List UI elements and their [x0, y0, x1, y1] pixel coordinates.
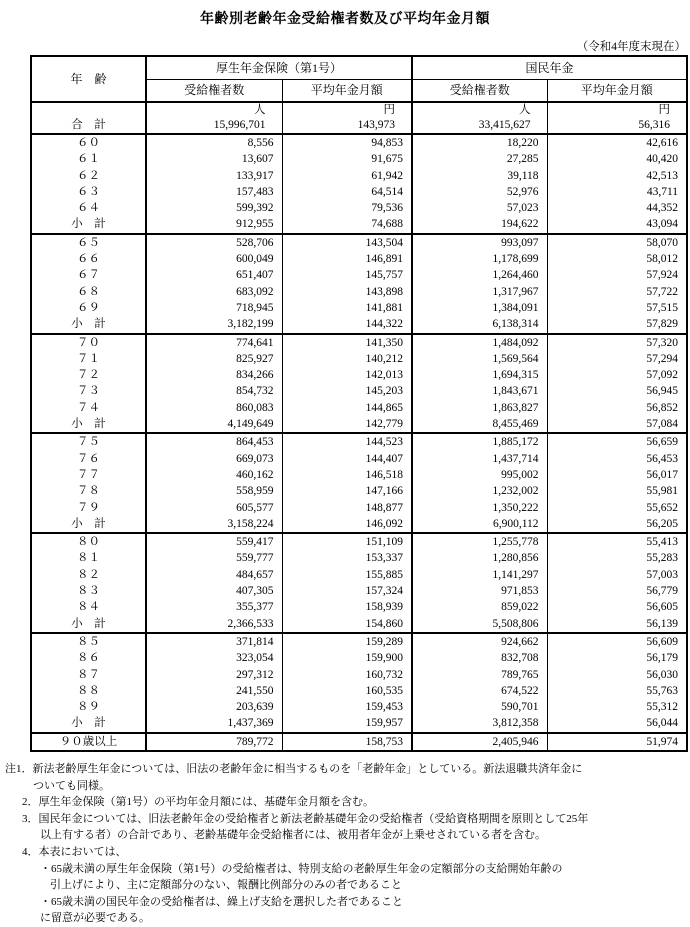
value-cell: 94,853	[282, 134, 412, 151]
value-cell: 159,453	[282, 699, 412, 715]
age-cell: ８９	[31, 699, 146, 715]
value-cell: 154,860	[282, 616, 412, 633]
value-cell: 57,084	[547, 416, 687, 433]
value-cell: 355,377	[146, 599, 282, 615]
value-cell: 13,607	[146, 151, 282, 167]
value-cell: 133,917	[146, 168, 282, 184]
header-row-groups	[31, 56, 687, 80]
age-cell: ７４	[31, 400, 146, 416]
table-row	[31, 650, 687, 666]
value-cell: 789,765	[412, 667, 547, 683]
age-cell: ６８	[31, 284, 146, 300]
footnote-line: 注1．新法老齢厚生年金については、旧法の老齢年金に相当するものを「老齢年金」としている。新法退職共済年金に	[5, 762, 583, 775]
value-cell: 56,659	[547, 433, 687, 450]
age-cell: ７８	[31, 483, 146, 499]
value-cell	[282, 102, 412, 134]
value-cell: 51,974	[547, 733, 687, 751]
value-cell: 151,109	[282, 533, 412, 550]
table-row	[31, 683, 687, 699]
age-cell: 小 計	[31, 216, 146, 233]
value-cell: 157,483	[146, 184, 282, 200]
age-cell: ６４	[31, 200, 146, 216]
footnote-line: ついても同様。	[33, 779, 110, 792]
value-cell: 528,706	[146, 234, 282, 251]
total-value: 33,415,627	[478, 119, 531, 131]
age-section	[31, 733, 687, 751]
table-row	[31, 467, 687, 483]
value-cell: 56,179	[547, 650, 687, 666]
age-cell: ６２	[31, 168, 146, 184]
value-cell: 145,203	[282, 383, 412, 399]
table-row	[31, 699, 687, 715]
value-cell: 159,289	[282, 633, 412, 650]
age-cell: ８２	[31, 567, 146, 583]
age-cell: 小 計	[31, 416, 146, 433]
value-cell: 1,178,699	[412, 251, 547, 267]
value-cell: 371,814	[146, 633, 282, 650]
value-cell: 558,959	[146, 483, 282, 499]
table-row	[31, 567, 687, 583]
value-cell: 56,139	[547, 616, 687, 633]
value-cell: 6,138,314	[412, 316, 547, 333]
value-cell: 789,772	[146, 733, 282, 751]
age-cell: ７２	[31, 367, 146, 383]
value-cell: 143,898	[282, 284, 412, 300]
unit-label: 人	[254, 104, 266, 116]
age-cell: ６５	[31, 234, 146, 251]
total-value: 143,973	[357, 119, 396, 131]
value-cell: 651,407	[146, 267, 282, 283]
value-cell	[547, 102, 687, 134]
value-cell: 58,012	[547, 251, 687, 267]
value-cell: 142,013	[282, 367, 412, 383]
value-cell: 40,420	[547, 151, 687, 167]
value-cell: 1,232,002	[412, 483, 547, 499]
value-cell: 58,070	[547, 234, 687, 251]
subtotal-row	[31, 715, 687, 732]
table-row	[31, 234, 687, 251]
table-header	[31, 56, 687, 102]
value-cell: 44,352	[547, 200, 687, 216]
footnote-line: に留意が必要である。	[40, 912, 150, 925]
value-cell: 460,162	[146, 467, 282, 483]
age-cell: ６０	[31, 134, 146, 151]
table-row	[31, 633, 687, 650]
value-cell: 323,054	[146, 650, 282, 666]
header-avg-kosei: 平均年金月額	[282, 80, 412, 103]
table-row	[31, 550, 687, 566]
table-row	[31, 451, 687, 467]
value-cell: 18,220	[412, 134, 547, 151]
age-cell: ６３	[31, 184, 146, 200]
value-cell: 924,662	[412, 633, 547, 650]
value-cell: 860,083	[146, 400, 282, 416]
table-row	[31, 667, 687, 683]
value-cell: 57,722	[547, 284, 687, 300]
footnotes	[0, 761, 690, 927]
age-cell: ７３	[31, 383, 146, 399]
value-cell: 147,166	[282, 483, 412, 499]
value-cell: 64,514	[282, 184, 412, 200]
value-cell: 1,863,827	[412, 400, 547, 416]
value-cell: 55,283	[547, 550, 687, 566]
age-cell: ８６	[31, 650, 146, 666]
footnote-line: ・65歳未満の国民年金の受給権者は、繰上げ支給を選択した者であること	[40, 895, 403, 908]
value-cell: 158,939	[282, 599, 412, 615]
table-row	[31, 533, 687, 550]
age-section	[31, 633, 687, 733]
table-row	[31, 151, 687, 167]
value-cell: 297,312	[146, 667, 282, 683]
value-cell: 141,881	[282, 300, 412, 316]
footnote-line: 引上げにより、主に定額部分のない、報酬比例部分のみの者であること	[50, 879, 402, 892]
value-cell: 5,508,806	[412, 616, 547, 633]
value-cell: 834,266	[146, 367, 282, 383]
value-cell: 57,829	[547, 316, 687, 333]
age-cell: ７９	[31, 500, 146, 516]
age-section	[31, 134, 687, 234]
value-cell: 3,182,199	[146, 316, 282, 333]
value-cell: 146,518	[282, 467, 412, 483]
total-section	[31, 102, 687, 134]
value-cell: 56,205	[547, 516, 687, 533]
value-cell: 484,657	[146, 567, 282, 583]
value-cell: 912,955	[146, 216, 282, 233]
page-title: 年齢別老齢年金受給権者数及び平均年金月額	[200, 10, 490, 26]
age-cell: ６１	[31, 151, 146, 167]
value-cell: 559,417	[146, 533, 282, 550]
age-cell: ８０	[31, 533, 146, 550]
value-cell: 158,753	[282, 733, 412, 751]
header-beneficiaries-kosei: 受給権者数	[146, 80, 282, 103]
value-cell: 159,900	[282, 650, 412, 666]
header-avg-kokumin: 平均年金月額	[547, 80, 687, 103]
age-cell: ８４	[31, 599, 146, 615]
table-row	[31, 599, 687, 615]
value-cell: 148,877	[282, 500, 412, 516]
value-cell: 600,049	[146, 251, 282, 267]
value-cell: 3,812,358	[412, 715, 547, 732]
age-cell: ８３	[31, 583, 146, 599]
value-cell: 144,523	[282, 433, 412, 450]
value-cell: 55,763	[547, 683, 687, 699]
age-section	[31, 234, 687, 334]
value-cell: 241,550	[146, 683, 282, 699]
age-cell: ７１	[31, 351, 146, 367]
value-cell: 1,384,091	[412, 300, 547, 316]
value-cell: 2,405,946	[412, 733, 547, 751]
value-cell: 55,981	[547, 483, 687, 499]
value-cell: 1,885,172	[412, 433, 547, 450]
table-row	[31, 433, 687, 450]
value-cell: 56,945	[547, 383, 687, 399]
value-cell: 995,002	[412, 467, 547, 483]
age-cell: ８１	[31, 550, 146, 566]
value-cell: 74,688	[282, 216, 412, 233]
value-cell: 159,957	[282, 715, 412, 732]
value-cell: 144,407	[282, 451, 412, 467]
value-cell: 590,701	[412, 699, 547, 715]
table-row	[31, 168, 687, 184]
value-cell: 407,305	[146, 583, 282, 599]
age-cell: ７５	[31, 433, 146, 450]
table-row	[31, 334, 687, 351]
value-cell: 55,312	[547, 699, 687, 715]
table-row	[31, 251, 687, 267]
value-cell: 1,569,564	[412, 351, 547, 367]
value-cell: 143,504	[282, 234, 412, 251]
value-cell: 971,853	[412, 583, 547, 599]
value-cell: 56,453	[547, 451, 687, 467]
value-cell: 3,158,224	[146, 516, 282, 533]
value-cell: 57,023	[412, 200, 547, 216]
value-cell: 61,942	[282, 168, 412, 184]
age-cell: 小 計	[31, 715, 146, 732]
value-cell: 2,366,533	[146, 616, 282, 633]
value-cell: 1,694,315	[412, 367, 547, 383]
subtotal-row	[31, 516, 687, 533]
table-row	[31, 367, 687, 383]
subtotal-row	[31, 216, 687, 233]
pension-table	[30, 55, 688, 752]
value-cell: 91,675	[282, 151, 412, 167]
value-cell: 144,865	[282, 400, 412, 416]
value-cell: 56,605	[547, 599, 687, 615]
value-cell: 203,639	[146, 699, 282, 715]
age-cell: ６９	[31, 300, 146, 316]
value-cell: 57,515	[547, 300, 687, 316]
value-cell: 993,097	[412, 234, 547, 251]
total-value: 15,996,701	[213, 119, 266, 131]
value-cell: 864,453	[146, 433, 282, 450]
value-cell: 43,711	[547, 184, 687, 200]
subtotal-row	[31, 416, 687, 433]
value-cell	[146, 102, 282, 134]
value-cell: 42,513	[547, 168, 687, 184]
value-cell: 1,437,714	[412, 451, 547, 467]
value-cell: 669,073	[146, 451, 282, 467]
value-cell: 56,030	[547, 667, 687, 683]
value-cell: 1,484,092	[412, 334, 547, 351]
unit-spacer	[32, 103, 145, 117]
value-cell: 1,255,778	[412, 533, 547, 550]
value-cell: 57,003	[547, 567, 687, 583]
table-row	[31, 184, 687, 200]
value-cell: 774,641	[146, 334, 282, 351]
age-cell: ８８	[31, 683, 146, 699]
value-cell: 56,609	[547, 633, 687, 650]
age-cell: ６６	[31, 251, 146, 267]
table-row	[31, 300, 687, 316]
value-cell: 1,843,671	[412, 383, 547, 399]
table-row	[31, 200, 687, 216]
value-cell: 1,350,222	[412, 500, 547, 516]
value-cell: 140,212	[282, 351, 412, 367]
age-section	[31, 334, 687, 434]
age-cell: ６７	[31, 267, 146, 283]
value-cell: 52,976	[412, 184, 547, 200]
age-cell: ９０歳以上	[31, 733, 146, 751]
as-of-date: （令和4年度末現在）	[576, 41, 686, 53]
value-cell: 57,320	[547, 334, 687, 351]
value-cell: 155,885	[282, 567, 412, 583]
value-cell: 8,455,469	[412, 416, 547, 433]
total-row	[31, 102, 687, 134]
value-cell: 194,622	[412, 216, 547, 233]
age-cell: ８５	[31, 633, 146, 650]
table-row	[31, 500, 687, 516]
value-cell: 57,092	[547, 367, 687, 383]
subtotal-row	[31, 616, 687, 633]
subtotal-row	[31, 316, 687, 333]
value-cell: 1,280,856	[412, 550, 547, 566]
value-cell: 854,732	[146, 383, 282, 399]
value-cell: 6,900,112	[412, 516, 547, 533]
header-group-kokumin: 国民年金	[412, 56, 687, 80]
age-cell: 小 計	[31, 616, 146, 633]
value-cell: 146,891	[282, 251, 412, 267]
age-section	[31, 533, 687, 633]
table-row	[31, 583, 687, 599]
header-group-kosei: 厚生年金保険（第1号）	[146, 56, 412, 80]
value-cell: 1,437,369	[146, 715, 282, 732]
value-cell: 142,779	[282, 416, 412, 433]
value-cell: 160,732	[282, 667, 412, 683]
value-cell: 56,852	[547, 400, 687, 416]
value-cell: 559,777	[146, 550, 282, 566]
value-cell: 599,392	[146, 200, 282, 216]
value-cell: 1,264,460	[412, 267, 547, 283]
value-cell: 141,350	[282, 334, 412, 351]
value-cell: 56,779	[547, 583, 687, 599]
footnote-line: 2．厚生年金保険（第1号）の平均年金月額には、基礎年金月額を含む。	[22, 796, 374, 809]
value-cell: 146,092	[282, 516, 412, 533]
age-cell: ８７	[31, 667, 146, 683]
header-age: 年 齢	[31, 56, 146, 102]
age-cell: 小 計	[31, 316, 146, 333]
value-cell	[412, 102, 547, 134]
value-cell: 1,317,967	[412, 284, 547, 300]
age-cell	[31, 102, 146, 134]
age-cell: ７７	[31, 467, 146, 483]
table-row	[31, 351, 687, 367]
table-row	[31, 267, 687, 283]
value-cell: 825,927	[146, 351, 282, 367]
total-value: 56,316	[638, 119, 671, 131]
value-cell: 832,708	[412, 650, 547, 666]
value-cell: 605,577	[146, 500, 282, 516]
footnote-line: 4．本表においては、	[22, 845, 127, 858]
value-cell: 718,945	[146, 300, 282, 316]
age-cell: 小 計	[31, 516, 146, 533]
footnote-line: 3．国民年金については、旧法老齢年金の受給権者と新法老齢基礎年金の受給権者（受給資格期間を原則として25年	[22, 812, 589, 825]
value-cell: 160,535	[282, 683, 412, 699]
table-row	[31, 483, 687, 499]
footnote-line: 以上有する者）の合計であり、老齢基礎年金受給権者には、被用者年金が上乗せされている者を含む。	[40, 829, 546, 842]
unit-label: 円	[383, 104, 396, 116]
unit-label: 円	[658, 104, 671, 116]
value-cell: 8,556	[146, 134, 282, 151]
value-cell: 145,757	[282, 267, 412, 283]
footnote-line: ・65歳未満の厚生年金保険（第1号）の受給権者は、特別支給の老齢厚生年金の定額部分の支給開始年齢の	[40, 862, 563, 875]
value-cell: 79,536	[282, 200, 412, 216]
age-section	[31, 433, 687, 533]
value-cell: 43,094	[547, 216, 687, 233]
value-cell: 39,118	[412, 168, 547, 184]
value-cell: 144,322	[282, 316, 412, 333]
age-cell: ７６	[31, 451, 146, 467]
header-beneficiaries-kokumin: 受給権者数	[412, 80, 547, 103]
value-cell: 27,285	[412, 151, 547, 167]
unit-label: 人	[519, 104, 531, 116]
value-cell: 55,652	[547, 500, 687, 516]
value-cell: 57,924	[547, 267, 687, 283]
table-row	[31, 733, 687, 751]
value-cell: 4,149,649	[146, 416, 282, 433]
total-label: 合 計	[71, 119, 106, 131]
value-cell: 42,616	[547, 134, 687, 151]
value-cell: 56,044	[547, 715, 687, 732]
value-cell: 55,413	[547, 533, 687, 550]
value-cell: 674,522	[412, 683, 547, 699]
value-cell: 1,141,297	[412, 567, 547, 583]
table-row	[31, 400, 687, 416]
value-cell: 683,092	[146, 284, 282, 300]
table-row	[31, 284, 687, 300]
value-cell: 153,337	[282, 550, 412, 566]
value-cell: 157,324	[282, 583, 412, 599]
value-cell: 57,294	[547, 351, 687, 367]
age-cell: ７０	[31, 334, 146, 351]
table-row	[31, 383, 687, 399]
value-cell: 859,022	[412, 599, 547, 615]
table-row	[31, 134, 687, 151]
value-cell: 56,017	[547, 467, 687, 483]
